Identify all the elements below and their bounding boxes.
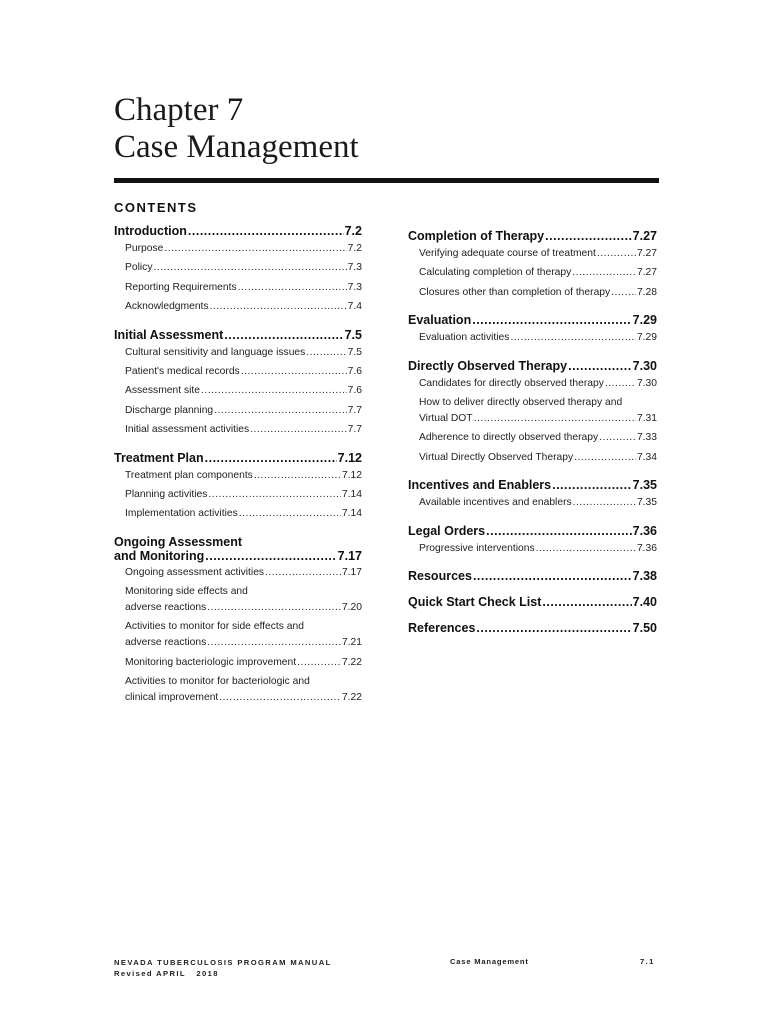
footer-manual-title: NEVADA TUBERCULOSIS PROGRAM MANUAL [114,958,332,967]
toc-entry-label: Discharge planning [125,404,214,416]
toc-section-heading-page: 7.35 [632,478,657,493]
dot-leader [568,359,632,373]
toc-section-heading-line1: Ongoing Assessment [114,534,243,549]
toc-entry-line1: Activities to monitor for side effects and [125,621,304,633]
dot-leader [605,378,636,389]
toc-entry[interactable] [419,287,657,306]
toc-entry-page: 7.20 [341,602,362,614]
dot-leader [250,424,346,435]
toc-section-heading-page: 7.50 [632,620,657,635]
toc-entry-line1: Activities to monitor for bacteriologic and [125,676,310,688]
dot-leader [536,543,636,554]
toc-entries [114,567,362,712]
toc-section [114,535,362,712]
dot-leader [201,385,347,396]
toc-section-heading[interactable] [114,451,362,470]
dot-leader [207,602,341,613]
toc-left-column [114,224,362,712]
toc-entry-label: Implementation activities [125,508,238,520]
toc-section [408,229,657,306]
toc-entry-label: adverse reactions [125,602,207,614]
toc-entry-page: 7.7 [347,424,362,436]
toc-section-heading-label: Introduction [114,224,187,238]
toc-entry-line1: How to deliver directly observed therapy and [419,396,623,408]
toc-section-heading[interactable] [114,224,362,243]
toc-entry-page: 7.4 [347,301,362,313]
toc-entry-page: 7.29 [636,332,657,344]
toc-section-heading-label: References [408,620,476,635]
chapter-number: Chapter 7 [114,92,244,128]
toc-entries [408,497,657,516]
toc-entries [408,543,657,562]
toc-entry-label: Progressive interventions [419,542,535,554]
toc-entry[interactable] [125,347,362,366]
toc-entry-page: 7.34 [636,451,657,463]
toc-entry-page: 7.36 [636,542,657,554]
dot-leader [205,451,337,465]
toc-entry-label: Initial assessment activities [125,424,250,436]
toc-entries [408,378,657,472]
toc-entry[interactable] [125,602,362,621]
toc-entry-page: 7.30 [636,377,657,389]
toc-section [408,359,657,472]
toc-entry[interactable] [419,248,657,267]
toc-entry[interactable] [125,424,362,443]
toc-section-heading-label: Initial Assessment [114,327,224,342]
toc-section-heading[interactable] [408,524,657,543]
toc-entry-page: 7.12 [341,469,362,481]
toc-entry[interactable] [419,543,657,562]
toc-section-heading-page: 7.36 [632,523,657,538]
toc-section [408,313,657,351]
toc-entry-label: Calculating completion of therapy [419,267,572,279]
toc-section-heading-page: 7.40 [632,594,657,609]
toc-section-heading[interactable] [408,359,657,378]
toc-entry[interactable] [125,301,362,320]
toc-entries [408,248,657,306]
dot-leader [510,332,636,343]
toc-entry-page: 7.33 [636,432,657,444]
footer-page-number: 7.1 [640,957,655,966]
toc-entry-label: adverse reactions [125,637,207,649]
dot-leader [486,524,632,538]
toc-entry[interactable] [419,378,657,397]
dot-leader [208,489,341,500]
toc-entry-label: Candidates for directly observed therapy [419,377,604,389]
toc-section-heading[interactable] [114,328,362,347]
toc-section-heading-page: 7.29 [632,313,657,328]
toc-entry-label: Verifying adequate course of treatment [419,248,596,259]
toc-section-heading-label: Legal Orders [408,523,486,538]
toc-section-heading-label: Completion of Therapy [408,229,545,243]
dot-leader [297,657,341,668]
toc-entry-page: 7.27 [636,248,657,259]
toc-entry-label: Treatment plan components [125,469,253,481]
toc-entry[interactable] [125,262,362,281]
toc-section-heading-page: 7.27 [632,229,657,243]
dot-leader [573,497,636,508]
toc-entry-page: 7.35 [636,497,657,509]
toc-entry[interactable] [125,508,362,527]
toc-entry[interactable] [125,385,362,404]
toc-entry-page: 7.6 [347,365,362,377]
toc-entry[interactable] [125,692,362,711]
toc-entry-label: Patient's medical records [125,365,240,377]
toc-section-heading[interactable] [408,621,657,640]
toc-entry[interactable] [419,267,657,286]
toc-right-column [408,229,657,640]
dot-leader [572,267,636,278]
toc-section-heading-page: 7.30 [632,358,657,373]
toc-section-heading-page: 7.5 [344,327,362,342]
toc-entry[interactable] [419,432,657,451]
footer-manual [114,957,332,979]
dot-leader [188,224,344,238]
dot-leader [224,328,343,342]
toc-entry[interactable] [125,470,362,489]
toc-entry-page: 7.7 [347,404,362,416]
toc-entry-page: 7.5 [347,346,362,358]
toc-entry-page: 7.14 [341,488,362,500]
dot-leader [239,508,341,519]
toc-section-heading-page: 7.38 [632,568,657,583]
dot-leader [238,282,347,293]
toc-entry-page: 7.22 [341,692,362,704]
toc-section [408,621,657,640]
dot-leader [164,243,346,254]
toc-entry-page: 7.14 [341,508,362,520]
dot-leader [207,637,341,648]
toc-entry[interactable] [125,243,362,262]
toc-section-heading-label: Incentives and Enablers [408,478,552,493]
toc-section-heading[interactable] [408,229,657,248]
toc-entries [114,347,362,444]
toc-entry-label: Virtual Directly Observed Therapy [419,451,574,463]
toc-entry-label: Policy [125,262,153,274]
contents-heading: CONTENTS [114,200,198,215]
toc-entry[interactable] [125,282,362,301]
toc-entry[interactable] [125,657,362,676]
toc-entry[interactable] [419,332,657,351]
toc-section-heading-label: Evaluation [408,313,472,328]
toc-section-heading-label: Directly Observed Therapy [408,358,568,373]
dot-leader [254,470,341,481]
toc-entry[interactable] [419,452,657,471]
toc-section-heading-line2 [114,549,362,567]
toc-entry[interactable] [419,413,657,432]
toc-entry-line1: Monitoring side effects and [125,586,248,598]
toc-section [408,569,657,588]
toc-entry-page: 7.31 [636,412,657,424]
dot-leader [542,595,631,609]
toc-section-heading-label: Resources [408,568,472,583]
dot-leader [153,262,346,273]
dot-leader [219,692,341,703]
dot-leader [574,452,636,463]
footer-revised: Revised APRIL 2018 [114,969,219,978]
toc-entries [408,332,657,351]
toc-entry-label: Monitoring bacteriologic improvement [125,656,297,668]
dot-leader [599,432,636,443]
dot-leader [474,413,636,424]
dot-leader [306,347,346,358]
toc-entry[interactable] [125,637,362,656]
toc-section [114,451,362,528]
toc-section-heading-line2-label: and Monitoring [114,548,205,563]
toc-entry-label: Purpose [125,243,164,254]
toc-entries [114,243,362,321]
toc-entry-page: 7.28 [636,286,657,298]
toc-section-heading[interactable] [408,313,657,332]
dot-leader [545,229,632,243]
dot-leader [473,569,632,583]
toc-entry[interactable] [125,567,362,586]
toc-section-heading[interactable] [408,569,657,588]
toc-section [114,224,362,321]
dot-leader [210,301,347,312]
toc-section-heading-label: Quick Start Check List [408,594,542,609]
footer-section: Case Management [450,957,529,966]
toc-section-heading-label: Treatment Plan [114,450,204,465]
title-rule [114,178,659,183]
toc-entry-page: 7.22 [341,656,362,668]
toc-section [408,524,657,562]
toc-entry[interactable] [125,405,362,424]
toc-entry-page: 7.21 [341,637,362,649]
dot-leader [214,405,347,416]
dot-leader [552,478,632,492]
toc-section-heading[interactable] [408,478,657,497]
toc-entry-label: Assessment site [125,385,200,397]
dot-leader [241,366,347,377]
toc-entry-label: Adherence to directly observed therapy [419,432,599,444]
toc-entry-label: Available incentives and enablers [419,497,572,509]
toc-entry-label: clinical improvement [125,692,219,704]
dot-leader [265,567,341,578]
toc-entry[interactable] [125,489,362,508]
dot-leader [205,549,336,563]
dot-leader [597,248,636,259]
toc-entry[interactable] [125,366,362,385]
toc-section-heading-page: 7.2 [344,224,362,238]
toc-entry-label: Ongoing assessment activities [125,566,265,578]
toc-entry-label: Planning activities [125,488,208,500]
toc-entry-page: 7.27 [636,267,657,279]
toc-entry-label: Reporting Requirements [125,281,237,293]
toc-section-heading-line2-page: 7.17 [337,548,362,563]
toc-section [408,478,657,516]
dot-leader [611,287,636,298]
chapter-title [114,92,359,166]
toc-section-heading[interactable] [408,595,657,614]
toc-entry-page: 7.6 [347,385,362,397]
toc-section-heading-page: 7.12 [337,450,362,465]
toc-entry-label: Evaluation activities [419,332,510,344]
chapter-name: Case Management [114,128,359,165]
toc-entry-page: 7.3 [347,262,362,274]
toc-entry[interactable] [419,497,657,516]
toc-entry-label: Cultural sensitivity and language issues [125,346,306,358]
dot-leader [476,621,631,635]
toc-section [114,328,362,444]
toc-entry-page: 7.17 [341,566,362,578]
toc-entry-label: Closures other than completion of therapy [419,286,611,298]
dot-leader [472,313,631,327]
toc-entry-label: Acknowledgments [125,301,209,313]
toc-entries [114,470,362,528]
toc-entry-page: 7.2 [347,243,362,254]
toc-entry-page: 7.3 [347,281,362,293]
toc-section-heading[interactable] [114,535,362,567]
toc-entry-label: Virtual DOT [419,412,473,424]
toc-section [408,595,657,614]
